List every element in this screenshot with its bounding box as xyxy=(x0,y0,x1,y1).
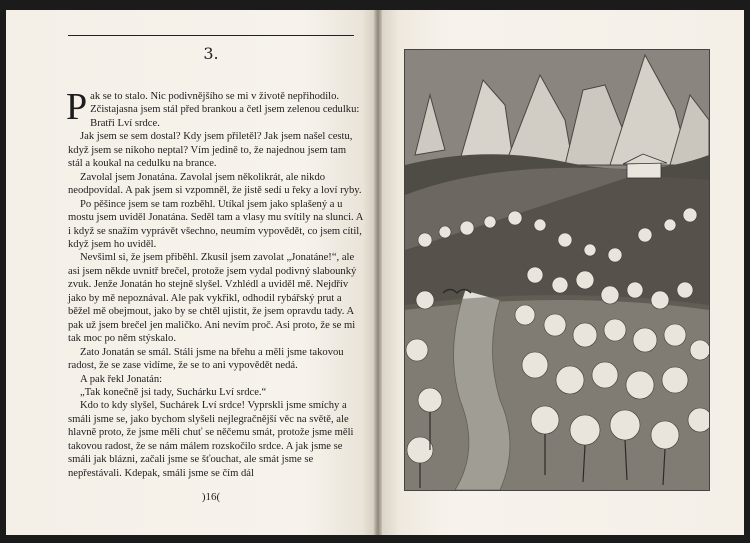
valley-illustration xyxy=(404,49,710,491)
book-spread xyxy=(6,10,744,535)
paragraph-4: Po pěšince jsem se tam rozběhl. Utíkal jsem jako splašený a u mostu jsem uviděl Jonatána. Seděl tam a vlasy mu svítily na slunci. A i když se snažím vyprávět všechno, neumím vypovědět, co jsem cítil, když jsem ho uviděl. xyxy=(68,198,363,250)
paragraph-7: A pak řekl Jonatán: xyxy=(80,373,163,385)
paragraph-1-text: ak se to stalo. Nic podivnějšího se mi v životě nepřihodilo. Zčistajasna jsem stál před brankou a četl jsem zelenou cedulku: Bratři Lví srdce. xyxy=(90,91,360,129)
paragraph-8: „Tak konečně jsi tady, Suchárku Lví srdce.“ xyxy=(80,386,267,398)
drop-cap: P xyxy=(66,86,88,128)
paragraph-9: Kdo to kdy slyšel, Suchárek Lví srdce! Vyprskli jsme smíchy a smáli jsme se, jako bychom slyšeli nejlegračnější věc na světě, ale hlavně proto, že jsme měli chuť se něčemu smát, protože jsme měli takovou radost, že se nám málem rozskočilo srdce. A jak jsme se smáli jak blázni, začali jsme se šťouchat, ale smát jsme se nepřestávali. Kdepak, smáli jsme se čím dál xyxy=(68,400,354,479)
book-gutter xyxy=(374,10,382,535)
left-page xyxy=(6,10,378,535)
page-number: )16( xyxy=(201,491,221,503)
paragraph-5: Nevšiml si, že jsem přiběhl. Zkusil jsem zavolat „Jonatáne!“, ale asi jsem někde uvnitř brečel, protože jsem vydal podivný slabounký zvuk. Jenže Jonatán ho stejně slyšel. Vzhlédl a uviděl mě. Nejdřív jako by mě nepoznával. Ale pak vykřikl, odhodil rybářský prut a běžel mě obejmout, jako by se chtěl ujistit, že jsem opravdu tady. A pak už jsem brečel jen maličko. Ani nevím proč. Asi proto, že se mi tak moc po něm stýskalo. xyxy=(68,252,357,345)
chapter-rule xyxy=(68,35,354,36)
paragraph-3: Zavolal jsem Jonatána. Zavolal jsem několikrát, ale nikdo neodpovídal. A pak jsem si vzpomněl, že jistě sedí u řeky a loví ryby. xyxy=(68,171,362,197)
paragraph-1 xyxy=(66,86,363,130)
paragraph-2: Jak jsem se sem dostal? Kdy jsem přiletěl? Jak jsem našel cestu, když jsem se nikoho neptal? Vím jedině to, že najednou jsem tam stál a koukal na cedulku na brance. xyxy=(68,131,353,170)
valley-drawing xyxy=(405,50,709,490)
paragraph-6: Zato Jonatán se smál. Stáli jsme na břehu a měli jsme takovou radost, že se zase vidíme, že se to ani vypovědět nedá. xyxy=(68,346,344,372)
body-text xyxy=(66,86,363,480)
right-page xyxy=(378,10,744,535)
chapter-number: 3. xyxy=(203,44,219,63)
